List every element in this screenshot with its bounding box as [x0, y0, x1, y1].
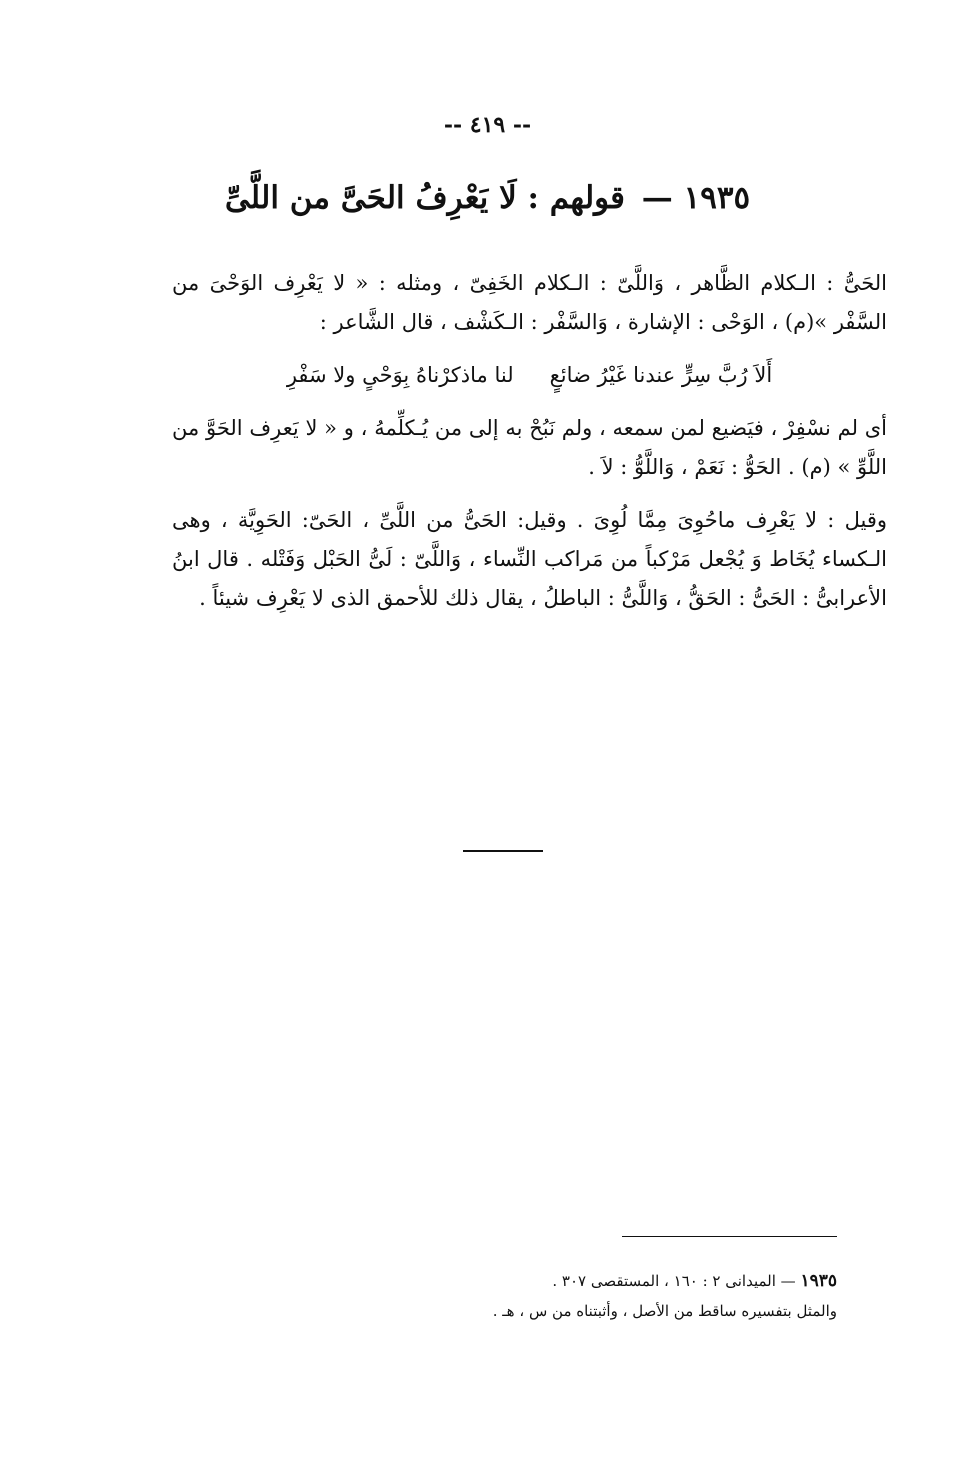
poetry-verse — [172, 356, 887, 395]
paragraph-explanation: أى لم نسْفِرْ ، فيَضيع لمن سمعه ، ولم نَبُحْ به إلى من يُـكلِّمهُ ، و « لا يَعرِف الحَوَّ من اللَّوِّ » (م) . الحَوُّ : نَعَمْ ، وَاللَّوُّ : لاَ . — [172, 416, 887, 479]
entry-body — [172, 264, 887, 618]
page-number: -- ٤١٩ -- — [443, 112, 532, 138]
paragraph-alternative-readings: وقيل : لا يَعْرِف ماحُوِىَ مِمَّا لُوِىَ . وقيل: الحَىُّ من اللَّىِّ ، الحَىّ: الحَوِيَّة ، وهى الـكساء يُخَاط وَ يُجْعل مَرْكباً من مَراكب النِّساء ، وَاللَّىّ : لَىُّ الحَبْل وَفَتْله . قال ابنُ الأعرابىُّ : الحَىُّ : الحَقُّ ، وَاللَّىُّ : الباطلُ ، يقال ذلك للأحمق الذى لا يَعْرِف شيئاً . — [172, 508, 887, 610]
paragraph-definition: الحَىُّ : الـكلام الظَّاهر ، وَاللَّىّ : الـكلام الخَفِىّ ، ومثله : « لا يَعْرِف الوَحْىَ من السَّفْر »(م) ، الوَحْى : الإشارة ، وَالسَّفْر : الـكَشْف ، قال الشَّاعر : — [172, 271, 887, 334]
entry-heading — [120, 180, 855, 216]
footnotes — [300, 1266, 837, 1326]
verse-second-hemistich: لنا ماذكرْناهُ بِوَحْىٍ ولا سَفْرِ — [286, 363, 514, 387]
footnote-note: والمثل بتفسيره ساقط من الأصل ، وأثبتناه من س ، هـ . — [492, 1302, 837, 1320]
section-divider — [463, 850, 543, 852]
footnote-sources — [300, 1266, 837, 1296]
entry-number: ١٩٣٥ — — [641, 180, 751, 216]
footnote-sources-text: — الميدانى ٢ : ١٦٠ ، المستقصى ٣٠٧ . — [552, 1272, 796, 1290]
verse-first-hemistich: أَلاَ رُبَّ سِرٍّ عندنا غَيْرُ ضائعٍ — [549, 363, 773, 387]
entry-title: قولهم : لَا يَعْرِفُ الحَىَّ من اللَّىِّ — [224, 180, 625, 216]
footnote-number: ١٩٣٥ — [800, 1271, 837, 1291]
footnote-rule — [622, 1236, 837, 1237]
